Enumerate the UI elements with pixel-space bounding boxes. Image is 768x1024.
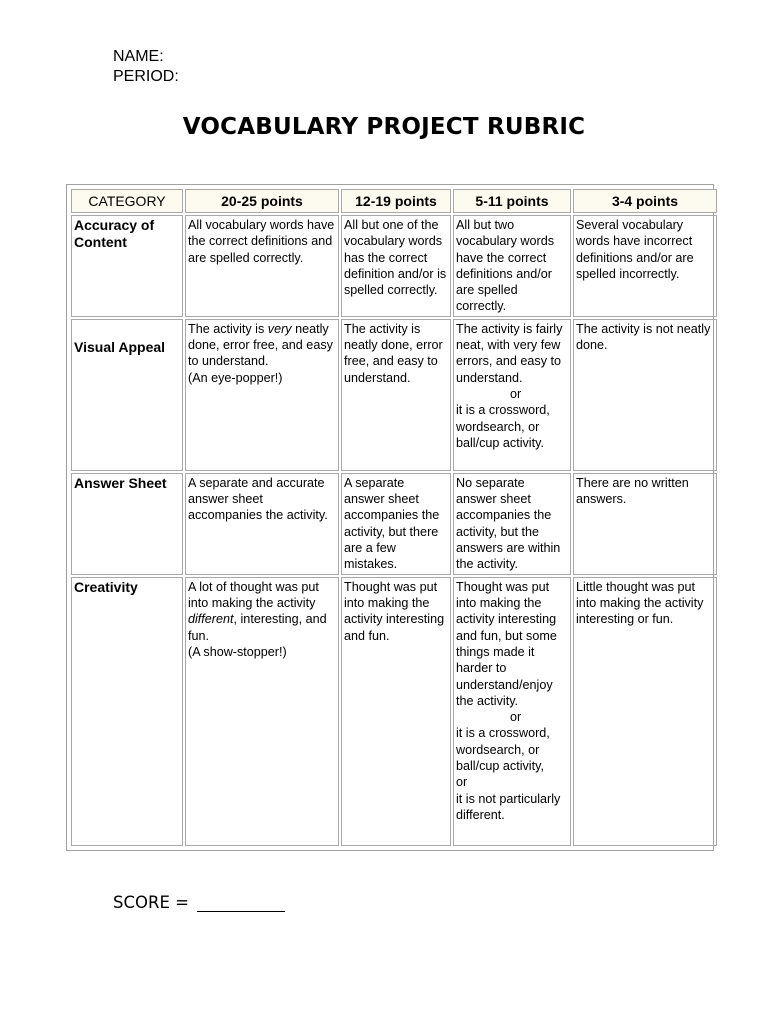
score-line xyxy=(113,893,285,912)
cell-emphasis: very xyxy=(267,321,292,336)
cell-text: A lot of thought was put into making the activity xyxy=(188,579,319,611)
cell-text: Thought was put into making the activity interesting and fun, but some things made it harder to understand/enjoy the activity. xyxy=(456,579,557,708)
table-header-row xyxy=(71,189,717,213)
cell-text: The activity is fairly neat, with very few errors, and easy to understand. xyxy=(456,321,563,385)
table-cell: The activity is not neatly done. xyxy=(573,319,717,471)
table-cell xyxy=(453,577,571,846)
table-row xyxy=(71,319,717,471)
table-row xyxy=(71,215,717,317)
table-cell: No separate answer sheet accompanies the activity, but the answers are within the activity. xyxy=(453,473,571,575)
table-cell: Several vocabulary words have incorrect definitions and/or are spelled incorrectly. xyxy=(573,215,717,317)
column-header-20-25: 20-25 points xyxy=(185,189,339,213)
score-blank xyxy=(197,894,285,912)
cell-text: it is not particularly different. xyxy=(456,791,561,822)
table-cell xyxy=(185,577,339,846)
table-row xyxy=(71,577,717,846)
table-row xyxy=(71,473,717,575)
table-cell: The activity is neatly done, error free, and easy to understand. xyxy=(341,319,451,471)
column-header-12-19: 12-19 points xyxy=(341,189,451,213)
or-separator: or xyxy=(510,710,522,725)
column-header-5-11: 5-11 points xyxy=(453,189,571,213)
table-cell: All but two vocabulary words have the correct definitions and/or are spelled correctly. xyxy=(453,215,571,317)
table-cell: Little thought was put into making the activity interesting or fun. xyxy=(573,577,717,846)
row-category-accuracy: Accuracy of Content xyxy=(71,215,183,317)
table-cell xyxy=(453,319,571,471)
cell-text: (A show-stopper!) xyxy=(188,644,287,659)
cell-text: it is a crossword, wordsearch, or ball/cup activity, xyxy=(456,726,550,774)
rubric-table-frame xyxy=(66,184,714,851)
score-label: SCORE = xyxy=(113,893,189,912)
name-label: NAME: xyxy=(113,48,164,65)
table-cell: There are no written answers. xyxy=(573,473,717,575)
cell-text: (An eye-popper!) xyxy=(188,370,283,385)
cell-text: neatly done, error free, and easy to understand. xyxy=(188,321,333,369)
or-separator: or xyxy=(510,386,522,401)
cell-text: The activity is xyxy=(188,321,268,336)
column-header-category: CATEGORY xyxy=(71,189,183,213)
page-title: VOCABULARY PROJECT RUBRIC xyxy=(182,114,586,140)
rubric-table xyxy=(69,187,719,848)
table-cell xyxy=(185,319,339,471)
table-cell: A separate answer sheet accompanies the activity, but there are a few mistakes. xyxy=(341,473,451,575)
row-category-creativity: Creativity xyxy=(71,577,183,846)
cell-text: , interesting, and fun. xyxy=(188,612,327,643)
header-block xyxy=(113,47,179,87)
row-category-answer-sheet: Answer Sheet xyxy=(71,473,183,575)
period-label: PERIOD: xyxy=(113,68,179,85)
table-cell: Thought was put into making the activity interesting and fun. xyxy=(341,577,451,846)
cell-text: it is a crossword, wordsearch, or ball/cup activity. xyxy=(456,403,550,450)
table-cell: All vocabulary words have the correct definitions and are spelled correctly. xyxy=(185,215,339,317)
cell-emphasis: different xyxy=(188,612,234,627)
table-cell: A separate and accurate answer sheet accompanies the activity. xyxy=(185,473,339,575)
row-category-visual-appeal: Visual Appeal xyxy=(71,319,183,471)
or-separator: or xyxy=(456,775,468,790)
table-cell: All but one of the vocabulary words has the correct definition and/or is spelled correctly. xyxy=(341,215,451,317)
column-header-3-4: 3-4 points xyxy=(573,189,717,213)
